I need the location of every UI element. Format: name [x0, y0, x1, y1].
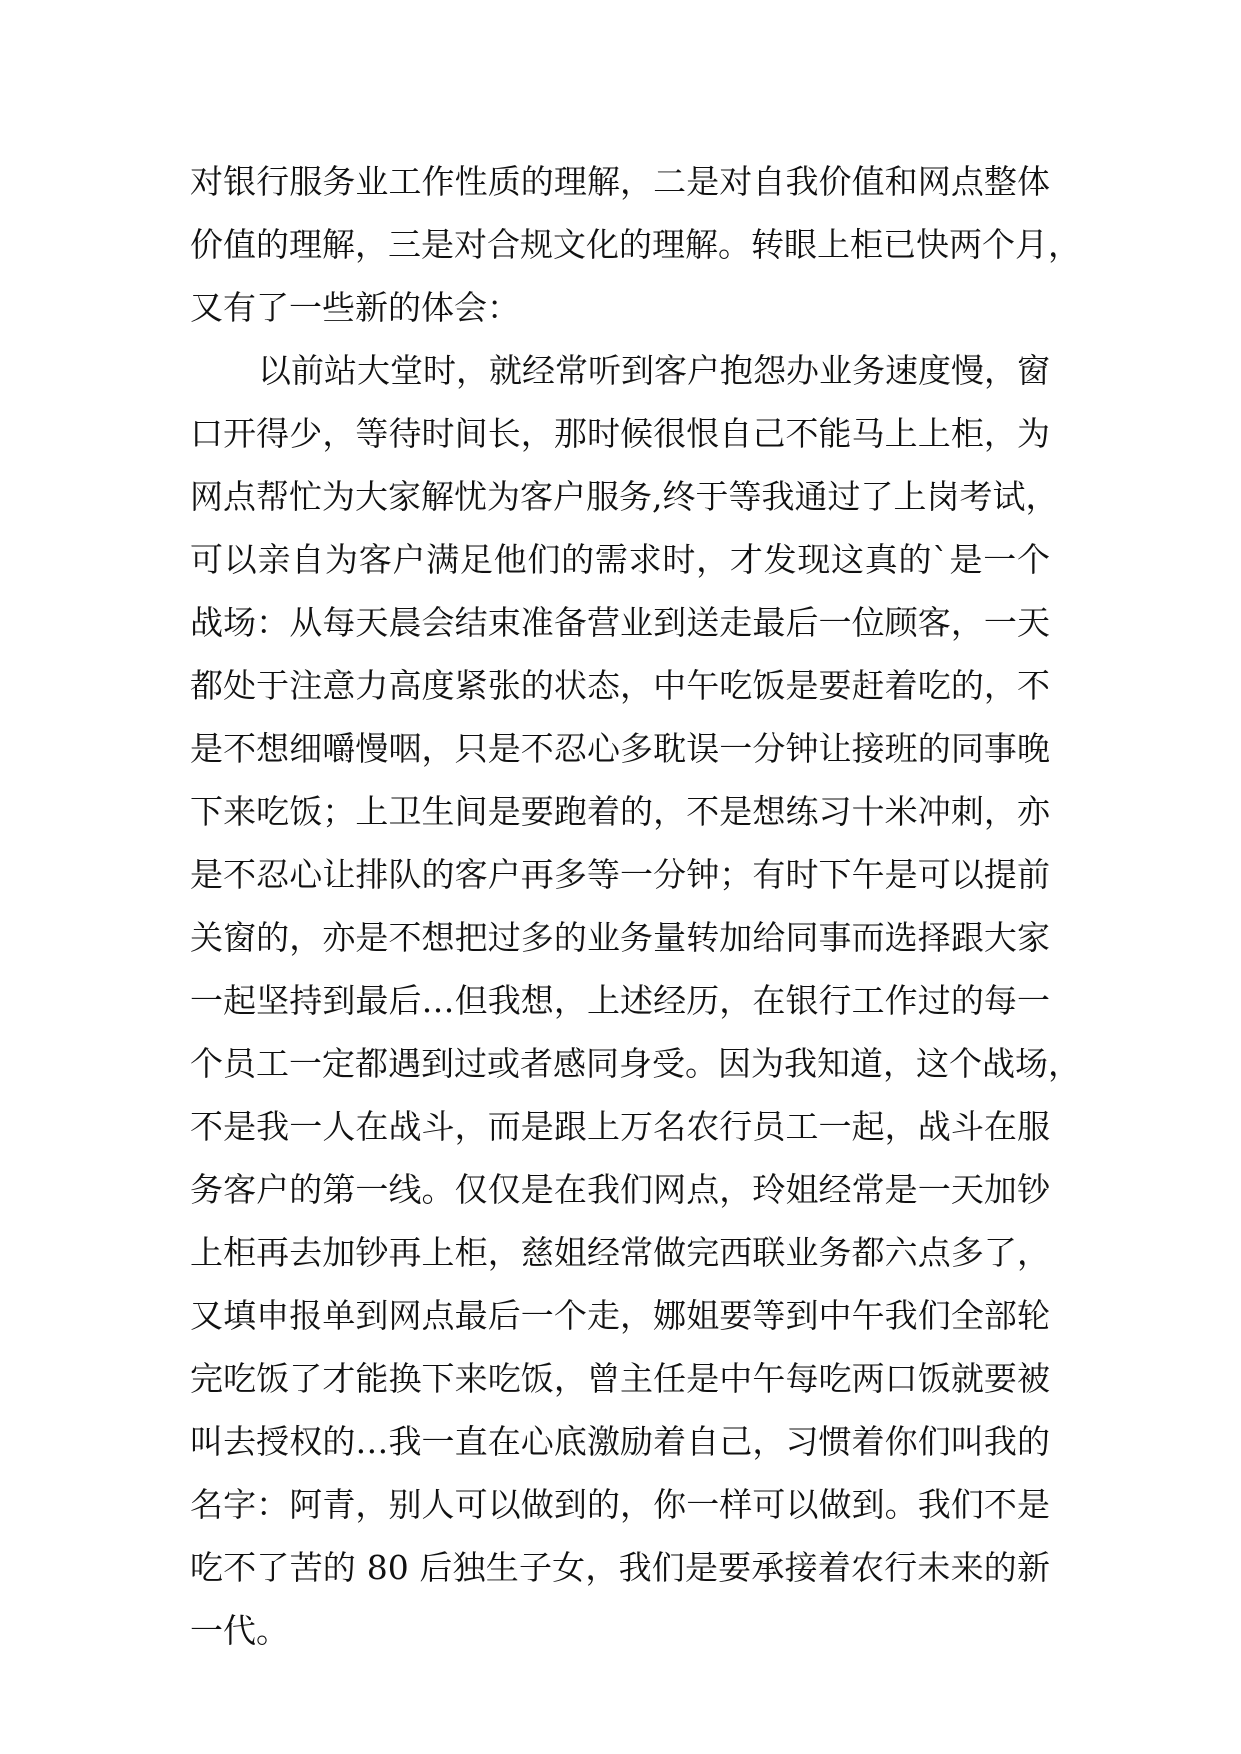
text-line: 下来吃饭；上卫生间是要跑着的，不是想练习十米冲刺，亦	[190, 792, 1050, 831]
text-line: 一起坚持到最后…但我想，上述经历，在银行工作过的每一	[190, 981, 1050, 1020]
text-line: 又有了一些新的体会：	[190, 288, 520, 327]
text-line: 上柜再去加钞再上柜，慈姐经常做完西联业务都六点多了，	[190, 1233, 1050, 1272]
text-line: 战场：从每天晨会结束准备营业到送走最后一位顾客，一天	[190, 603, 1050, 642]
text-line: 是不忍心让排队的客户再多等一分钟；有时下午是可以提前	[190, 855, 1050, 894]
text-line: 个员工一定都遇到过或者感同身受。因为我知道，这个战场，	[190, 1044, 1081, 1083]
text-line: 网点帮忙为大家解忧为客户服务,终于等我通过了上岗考试，	[190, 477, 1059, 516]
text-line: 又填申报单到网点最后一个走，娜姐要等到中午我们全部轮	[190, 1296, 1050, 1335]
text-line: 完吃饭了才能换下来吃饭，曾主任是中午每吃两口饭就要被	[190, 1359, 1050, 1398]
text-line: 关窗的，亦是不想把过多的业务量转加给同事而选择跟大家	[190, 918, 1050, 957]
text-line: 吃不了苦的 80 后独生子女，我们是要承接着农行未来的新	[190, 1548, 1050, 1587]
text-line: 叫去授权的…我一直在心底激励着自己，习惯着你们叫我的	[190, 1422, 1050, 1461]
text-line: 都处于注意力高度紧张的状态，中午吃饭是要赶着吃的，不	[190, 666, 1050, 705]
text-line: 口开得少，等待时间长，那时候很恨自己不能马上上柜，为	[190, 414, 1050, 453]
text-line: 名字：阿青，别人可以做到的，你一样可以做到。我们不是	[190, 1485, 1050, 1524]
text-line: 是不想细嚼慢咽，只是不忍心多耽误一分钟让接班的同事晚	[190, 729, 1050, 768]
text-line: 对银行服务业工作性质的理解，二是对自我价值和网点整体	[190, 162, 1050, 201]
text-line: 以前站大堂时，就经常听到客户抱怨办业务速度慢，窗	[258, 351, 1050, 390]
body-text	[190, 150, 1081, 1662]
text-line: 可以亲自为客户满足他们的需求时，才发现这真的`是一个	[190, 540, 1050, 579]
text-line: 务客户的第一线。仅仅是在我们网点，玲姐经常是一天加钞	[190, 1170, 1050, 1209]
text-line: 一代。	[190, 1611, 289, 1650]
text-line: 价值的理解，三是对合规文化的理解。转眼上柜已快两个月，	[190, 225, 1081, 264]
text-line: 不是我一人在战斗，而是跟上万名农行员工一起，战斗在服	[190, 1107, 1050, 1146]
